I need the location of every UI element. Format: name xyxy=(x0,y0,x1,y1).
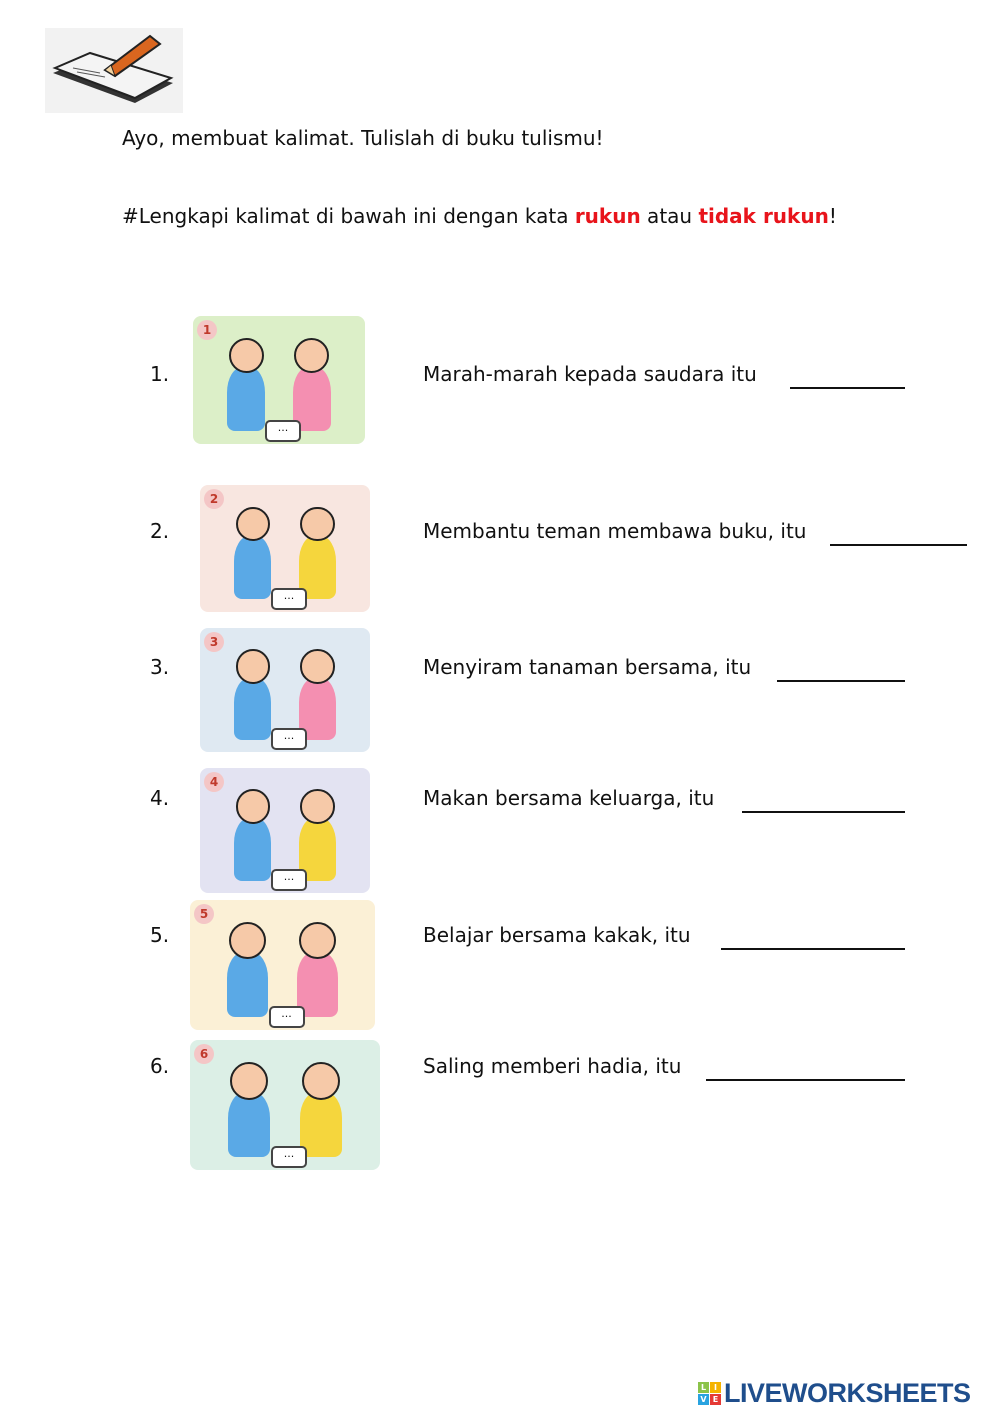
answer-blank[interactable] xyxy=(830,544,967,546)
keyword-tidak-rukun: tidak rukun xyxy=(698,204,829,228)
child-head xyxy=(236,507,271,542)
answer-bubble: ... xyxy=(271,869,307,891)
logo-letter: I xyxy=(710,1382,721,1393)
child-head xyxy=(300,789,335,824)
answer-blank[interactable] xyxy=(706,1079,905,1081)
illustration-number-badge: 3 xyxy=(204,632,224,652)
item-number: 6. xyxy=(150,1054,170,1078)
item-illustration xyxy=(190,1040,380,1170)
child-head xyxy=(230,1062,268,1100)
answer-bubble: ... xyxy=(271,588,307,610)
child-head xyxy=(300,649,335,684)
answer-blank[interactable] xyxy=(790,387,905,389)
answer-bubble: ... xyxy=(271,728,307,750)
child-figure xyxy=(234,536,271,600)
liveworksheets-logo xyxy=(698,1378,971,1409)
item-illustration xyxy=(200,628,370,752)
child-head xyxy=(229,922,266,959)
child-head xyxy=(294,338,329,373)
child-figure xyxy=(234,818,271,881)
item-illustration xyxy=(193,316,365,444)
child-head xyxy=(300,507,335,542)
answer-bubble: ... xyxy=(265,420,301,442)
logo-text: LIVEWORKSHEETS xyxy=(724,1378,971,1408)
illustration-number-badge: 6 xyxy=(194,1044,214,1064)
answer-blank[interactable] xyxy=(777,680,905,682)
item-sentence: Makan bersama keluarga, itu xyxy=(423,786,715,810)
illustration-number-badge: 5 xyxy=(194,904,214,924)
item-sentence: Membantu teman membawa buku, itu xyxy=(423,519,807,543)
child-head xyxy=(236,789,271,824)
answer-bubble: ... xyxy=(269,1006,305,1028)
child-head xyxy=(236,649,271,684)
task-suffix: ! xyxy=(828,204,837,228)
child-head xyxy=(302,1062,340,1100)
answer-bubble: ... xyxy=(271,1146,307,1168)
item-number: 5. xyxy=(150,923,170,947)
logo-letter: E xyxy=(710,1394,721,1405)
child-figure xyxy=(228,1092,270,1157)
logo-letter: V xyxy=(698,1394,709,1405)
child-figure xyxy=(300,1092,342,1157)
answer-blank[interactable] xyxy=(742,811,905,813)
child-figure xyxy=(227,367,265,431)
task-mid: atau xyxy=(640,204,699,228)
keyword-rukun: rukun xyxy=(574,204,641,228)
item-illustration xyxy=(190,900,375,1030)
task-text xyxy=(122,204,837,228)
pencil-paper-icon xyxy=(45,28,183,113)
illustration-number-badge: 4 xyxy=(204,772,224,792)
task-prefix: #Lengkapi kalimat di bawah ini dengan kata xyxy=(122,204,575,228)
answer-blank[interactable] xyxy=(721,948,905,950)
illustration-number-badge: 1 xyxy=(197,320,217,340)
item-number: 3. xyxy=(150,655,170,679)
child-head xyxy=(229,338,264,373)
item-number: 4. xyxy=(150,786,170,810)
item-sentence: Marah-marah kepada saudara itu xyxy=(423,362,757,386)
instruction-text: Ayo, membuat kalimat. Tulislah di buku tulismu! xyxy=(122,126,604,150)
child-head xyxy=(299,922,336,959)
logo-letter: L xyxy=(698,1382,709,1393)
item-sentence: Menyiram tanaman bersama, itu xyxy=(423,655,752,679)
item-number: 2. xyxy=(150,519,170,543)
live-letter-blocks xyxy=(698,1382,721,1405)
item-illustration xyxy=(200,768,370,893)
item-number: 1. xyxy=(150,362,170,386)
child-figure xyxy=(234,678,271,740)
child-figure xyxy=(227,952,268,1017)
item-sentence: Belajar bersama kakak, itu xyxy=(423,923,691,947)
item-illustration xyxy=(200,485,370,612)
item-sentence: Saling memberi hadia, itu xyxy=(423,1054,682,1078)
illustration-number-badge: 2 xyxy=(204,489,224,509)
